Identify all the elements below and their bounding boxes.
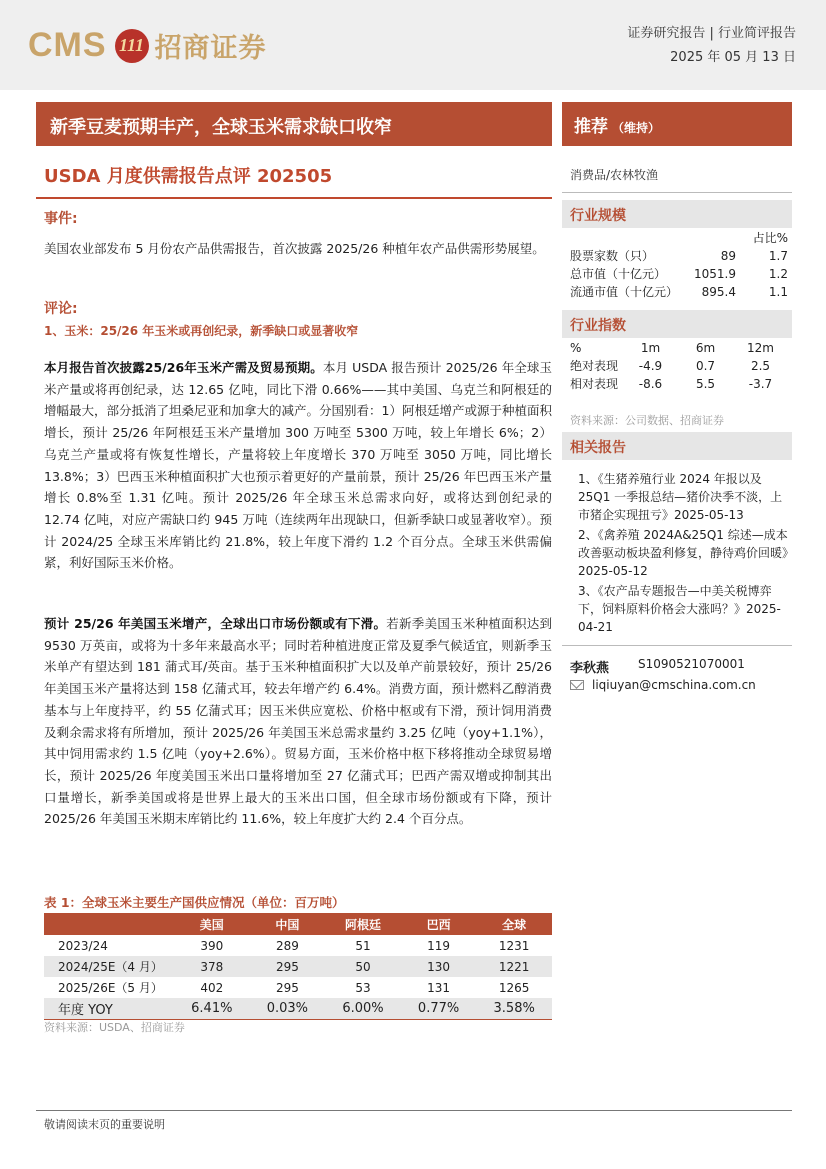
table-header-cell: 中国 bbox=[250, 913, 326, 935]
paragraph-global-corn bbox=[44, 357, 552, 574]
logo-cn-text: 招商证券 bbox=[154, 33, 267, 64]
table-cell: 6.41% bbox=[174, 998, 250, 1019]
corn-subheading: 1、玉米：25/26 年玉米或再创纪录，新季缺口或显著收窄 bbox=[44, 324, 359, 338]
comment-heading: 评论: bbox=[44, 301, 78, 317]
index-table bbox=[570, 339, 788, 393]
table-header-cell: 美国 bbox=[174, 913, 250, 935]
index-header-cell: 12m bbox=[747, 341, 774, 355]
table-row bbox=[44, 956, 552, 977]
index-heading: 行业指数 bbox=[562, 310, 792, 338]
table-cell: 2025/26E（5 月） bbox=[58, 981, 163, 995]
index-header-cell: 1m bbox=[640, 341, 661, 355]
index-label: 相对表现 bbox=[570, 377, 619, 391]
scale-row bbox=[570, 283, 788, 301]
related-report-item[interactable]: 3、《农产品专题报告—中美关税博弈下，饲料原料价格会大涨吗？》2025-04-21 bbox=[578, 584, 781, 634]
index-value: 5.5 bbox=[695, 377, 716, 391]
table-cell: 378 bbox=[174, 956, 250, 977]
index-row bbox=[570, 375, 788, 393]
footer-divider bbox=[36, 1110, 792, 1111]
index-value: 2.5 bbox=[750, 359, 771, 373]
table-cell: 390 bbox=[200, 938, 224, 953]
logo-mark-icon: 111 bbox=[115, 29, 149, 63]
scale-pct: 1.7 bbox=[768, 249, 788, 263]
table-cell: 0.77% bbox=[401, 998, 477, 1019]
table-header-row bbox=[44, 913, 552, 935]
related-report-item[interactable]: 2、《禽养殖 2024A&25Q1 综述—成本改善驱动板块盈利修复，静待鸡价回暖》2025-05-12 bbox=[578, 528, 789, 578]
table-cell: 131 bbox=[427, 980, 451, 995]
analyst-name: 李秋燕 bbox=[570, 661, 610, 676]
mail-icon bbox=[570, 680, 584, 690]
table-cell: 1265 bbox=[498, 980, 530, 995]
index-header-cell: % bbox=[570, 341, 582, 355]
scale-label: 总市值（十亿元） bbox=[570, 267, 667, 281]
rating-banner bbox=[562, 102, 792, 146]
scale-header-row bbox=[570, 229, 788, 247]
footer-disclaimer: 敬请阅读末页的重要说明 bbox=[44, 1118, 165, 1131]
paragraph-lead: 预计 25/26 年美国玉米增产，全球出口市场份额或有下滑。 bbox=[44, 616, 387, 631]
table-header-cell: 全球 bbox=[476, 913, 552, 935]
index-header-row bbox=[570, 339, 788, 357]
table-cell: 6.00% bbox=[325, 998, 401, 1019]
scale-pct: 1.1 bbox=[768, 285, 788, 299]
table-cell: 2023/24 bbox=[58, 938, 108, 953]
scale-pct: 1.2 bbox=[768, 267, 788, 281]
table-row bbox=[44, 977, 552, 998]
sidebar-divider bbox=[562, 645, 792, 646]
index-row bbox=[570, 357, 788, 375]
scale-value: 1051.9 bbox=[694, 267, 736, 281]
scale-label: 流通市值（十亿元） bbox=[570, 285, 679, 299]
report-type: 证券研究报告 | 行业简评报告 bbox=[627, 26, 796, 41]
report-subtitle: USDA 月度供需报告点评 202505 bbox=[44, 166, 333, 187]
paragraph-body: 本月 USDA 报告预计 2025/26 年全球玉米产量或将再创纪录，达 12.65 亿吨，同比下滑 0.66%——其中美国、乌克兰和阿根廷的增幅最大，部分抵消了坦桑尼亚和加拿大的减产。分国别看：1）阿根廷增产或源于种植面积增长，预计 25/26 年阿根廷玉米产量增加 300 万吨至 5300 万吨，较上年增长 6%；2）乌克兰产量或将有恢复性增长，产量将较上年度增长 370 万吨至 3050 万吨，同比增长 13.8%；3）巴西玉米种植面积扩大也预示着更好的产量前景，预计 25/26 年巴西玉米产量增长 0.8%至 1.31 亿吨。预计 2025/26 年全球玉米总需求向好，或将达到创纪录的 12.74 亿吨，对应产需缺口约 945 万吨（连续两年出现缺口，但新季缺口或显著收窄）。预计 2024/25 全球玉米库销比约 21.8%，较上年度下滑约 1.2 个百分点。全球玉米供需偏紧，利好国际玉米价格。 bbox=[44, 360, 552, 571]
scale-heading: 行业规模 bbox=[562, 200, 792, 228]
table-cell: 2024/25E（4 月） bbox=[44, 956, 174, 977]
index-header-cell: 6m bbox=[695, 341, 716, 355]
analyst-email-row bbox=[570, 678, 756, 692]
brand-logo bbox=[28, 26, 267, 65]
supply-table bbox=[44, 913, 552, 1020]
table-cell: 年度 YOY bbox=[44, 998, 174, 1019]
scale-row bbox=[570, 247, 788, 265]
analyst-info bbox=[570, 657, 790, 676]
scale-row bbox=[570, 265, 788, 283]
logo-text: CMS bbox=[28, 26, 107, 64]
index-label: 绝对表现 bbox=[570, 359, 619, 373]
table-cell: 1231 bbox=[498, 938, 530, 953]
table-row bbox=[44, 998, 552, 1019]
table-cell: 53 bbox=[355, 980, 371, 995]
paragraph-us-corn bbox=[44, 613, 552, 830]
scale-value: 895.4 bbox=[701, 285, 736, 299]
header-meta bbox=[627, 22, 796, 70]
scale-label: 股票家数（只） bbox=[570, 249, 655, 263]
table-cell: 0.03% bbox=[250, 998, 326, 1019]
scale-pct-label: 占比% bbox=[752, 231, 788, 245]
table-cell: 50 bbox=[325, 956, 401, 977]
table-cell: 295 bbox=[250, 956, 326, 977]
scale-value: 89 bbox=[720, 249, 736, 263]
table-cell: 289 bbox=[275, 938, 299, 953]
table-title: 表 1：全球玉米主要生产国供应情况（单位：百万吨） bbox=[44, 895, 345, 910]
index-source: 资料来源：公司数据、招商证券 bbox=[570, 414, 724, 427]
title-divider bbox=[36, 197, 552, 199]
report-title: 新季豆麦预期丰产，全球玉米需求缺口收窄 bbox=[36, 102, 552, 146]
table-cell: 130 bbox=[401, 956, 477, 977]
index-value: -4.9 bbox=[638, 359, 663, 373]
table-row bbox=[44, 935, 552, 956]
table-header-cell: 阿根廷 bbox=[325, 913, 401, 935]
sidebar-divider bbox=[562, 192, 792, 193]
index-value: -3.7 bbox=[748, 377, 773, 391]
table-cell: 402 bbox=[200, 980, 224, 995]
sector-label: 消费品/农林牧渔 bbox=[570, 168, 659, 182]
event-heading: 事件: bbox=[44, 211, 78, 227]
analyst-email[interactable]: liqiuyan@cmschina.com.cn bbox=[592, 678, 756, 692]
index-value: -8.6 bbox=[638, 377, 663, 391]
event-text: 美国农业部发布 5 月份农产品供需报告，首次披露 2025/26 种植年农产品供需形势展望。 bbox=[44, 241, 545, 256]
table-header-cell bbox=[44, 913, 174, 935]
table-cell: 295 bbox=[275, 980, 299, 995]
index-value: 0.7 bbox=[695, 359, 716, 373]
table-header-cell: 巴西 bbox=[401, 913, 477, 935]
related-heading: 相关报告 bbox=[562, 432, 792, 460]
analyst-code: S1090521070001 bbox=[638, 657, 745, 671]
table-cell: 51 bbox=[355, 938, 371, 953]
related-report-item[interactable]: 1、《生猪养殖行业 2024 年报以及 25Q1 一季报总结—猪价决季不淡，上市猪企实现扭亏》2025-05-13 bbox=[578, 472, 783, 522]
table-cell: 1221 bbox=[476, 956, 552, 977]
table-cell: 119 bbox=[427, 938, 451, 953]
table-cell: 3.58% bbox=[476, 998, 552, 1019]
paragraph-body: 若新季美国玉米种植面积达到 9530 万英亩，或将为十多年来最高水平；同时若种植进度正常及夏季气候适宜，则新季玉米单产有望达到 181 蒲式耳/英亩。基于玉米种植面积扩大以及单产前景较好，预计 25/26 年美国玉米产量将达到 158 亿蒲式耳，较去年增产约 6.4%。消费方面，预计燃料乙醇消费基本与上年度持平，约 55 亿蒲式耳；因玉米供应宽松、价格中枢或有下滑，预计饲用消费及剩余需求将有所增加，预计 2025/26 年美国玉米总需求量约 3.25 亿吨（yoy+1.1%），其中饲用需求约 1.5 亿吨（yoy+2.6%）。贸易方面，玉米价格中枢下移将推动全球贸易增长，预计 2025/26 年度美国玉米出口量将增加至 27 亿蒲式耳；巴西产需双增或抑制其出口量增长，新季美国或将是世界上最大的玉米出口国，但全球市场份额或有下降，预计 2025/26 年美国玉米期末库销比约 11.6%，较上年度扩大约 2.4 个百分点。 bbox=[44, 616, 552, 827]
rating-label: 推荐 bbox=[574, 117, 608, 137]
rating-note: （维持） bbox=[612, 121, 661, 135]
scale-table bbox=[570, 229, 788, 301]
paragraph-lead: 本月报告首次披露25/26年玉米产需及贸易预期。 bbox=[44, 360, 323, 375]
report-date: 2025 年 05 月 13 日 bbox=[670, 50, 796, 65]
table-source: 资料来源：USDA、招商证券 bbox=[44, 1021, 185, 1034]
